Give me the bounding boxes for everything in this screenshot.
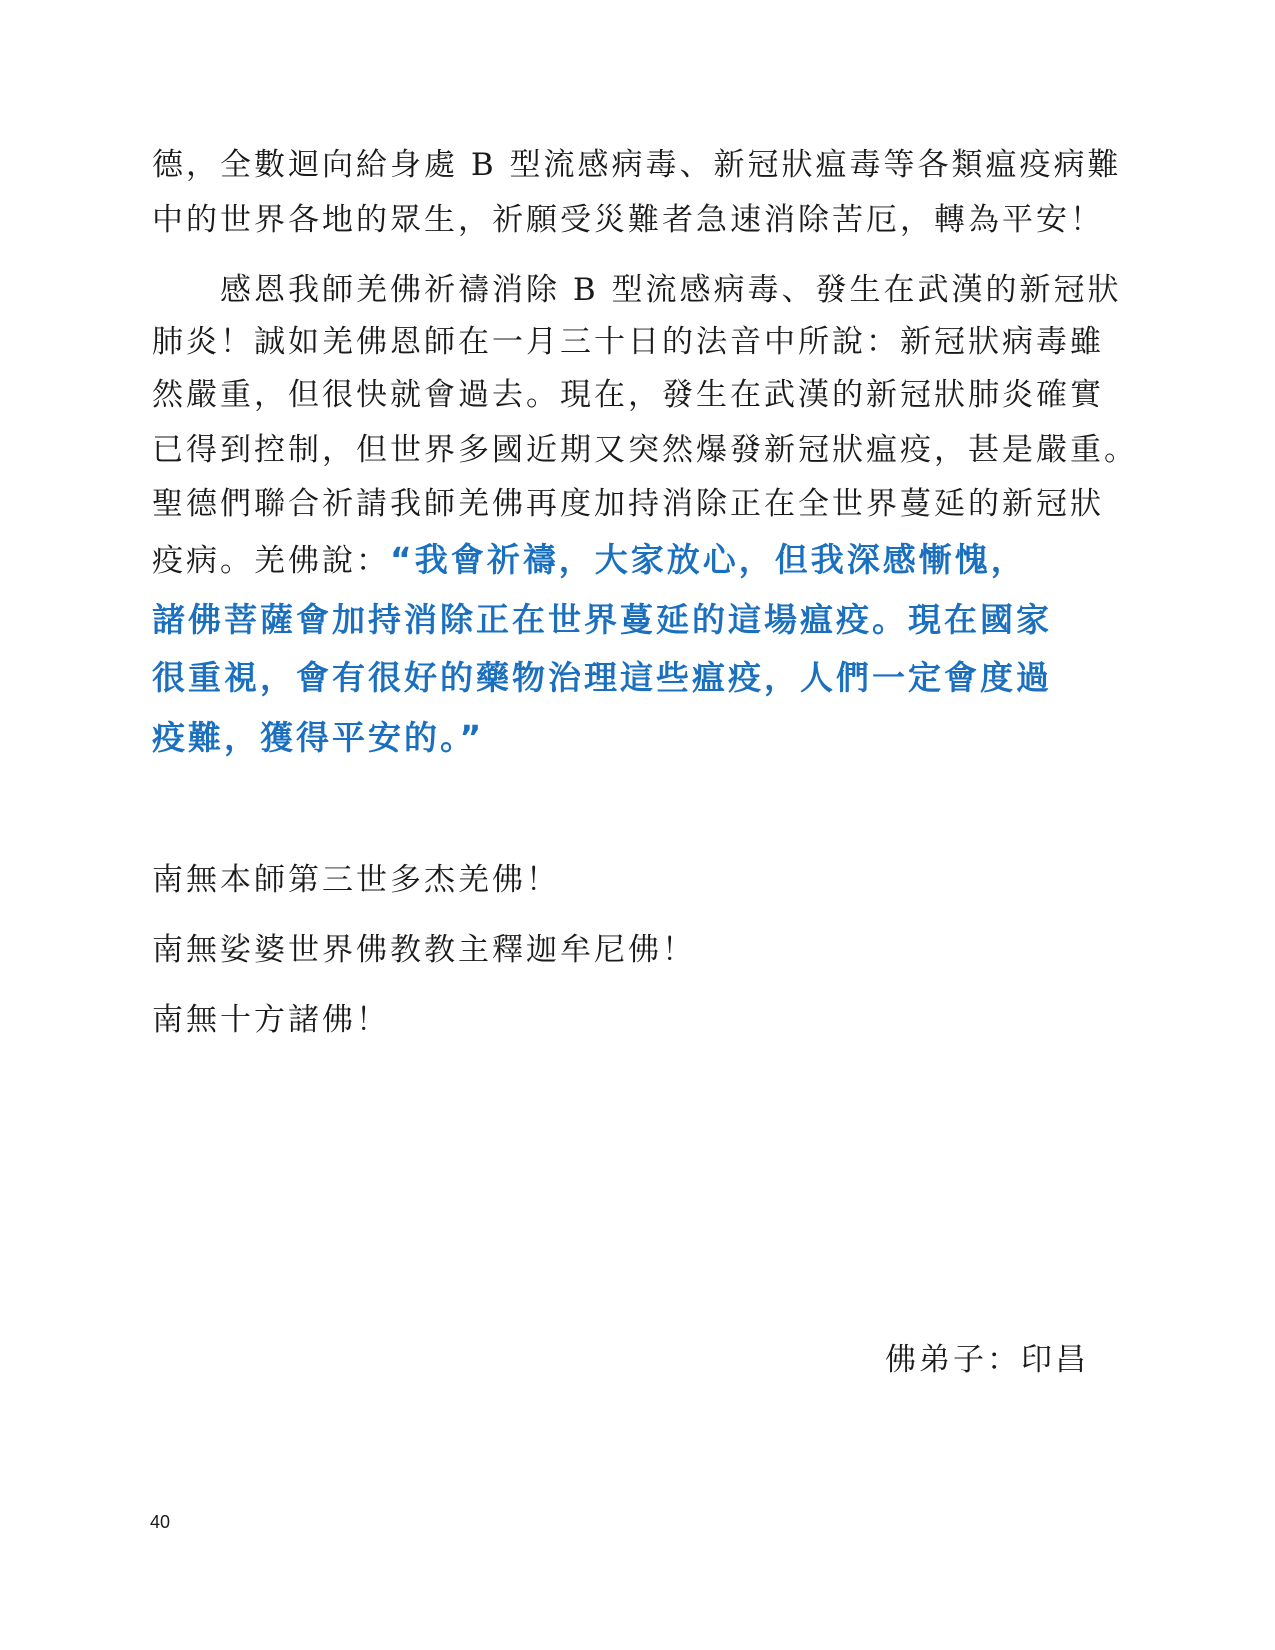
invocation-1: 南無本師第三世多杰羌佛！ bbox=[152, 862, 560, 898]
page-number: 40 bbox=[150, 1512, 171, 1532]
paragraph-2-line-6 bbox=[152, 540, 1027, 581]
invocation-2: 南無娑婆世界佛教教主釋迦牟尼佛！ bbox=[152, 932, 696, 968]
paragraph-2-line-1: 感恩我師羌佛祈禱消除 B 型流感病毒、發生在武漢的新冠狀 bbox=[152, 272, 1122, 308]
paragraph-1-line-2: 中的世界各地的眾生，祈願受災難者急速消除苦厄，轉為平安！ bbox=[152, 202, 1104, 238]
quote-start: “我會祈禱，大家放心，但我深感慚愧， bbox=[390, 540, 1027, 579]
paragraph-2-line-2: 肺炎！誠如羌佛恩師在一月三十日的法音中所說：新冠狀病毒雖 bbox=[152, 324, 1104, 360]
lead-text: 疫病。羌佛說： bbox=[152, 543, 390, 579]
paragraph-1-line-1: 德，全數迴向給身處 B 型流感病毒、新冠狀瘟毒等各類瘟疫病難 bbox=[152, 147, 1122, 183]
invocation-3: 南無十方諸佛！ bbox=[152, 1002, 390, 1038]
paragraph-2-line-5: 聖德們聯合祈請我師羌佛再度加持消除正在全世界蔓延的新冠狀 bbox=[152, 486, 1104, 522]
quote-line-2: 很重視，會有很好的藥物治理這些瘟疫，人們一定會度過 bbox=[152, 658, 1052, 697]
paragraph-2-line-3: 然嚴重，但很快就會過去。現在，發生在武漢的新冠狀肺炎確實 bbox=[152, 377, 1104, 413]
paragraph-2-line-4: 已得到控制，但世界多國近期又突然爆發新冠狀瘟疫，甚是嚴重。 bbox=[152, 432, 1138, 468]
quote-line-3: 疫難，獲得平安的。” bbox=[152, 718, 485, 757]
quote-line-1: 諸佛菩薩會加持消除正在世界蔓延的這場瘟疫。現在國家 bbox=[152, 600, 1052, 639]
signature: 佛弟子：印昌 bbox=[885, 1342, 1089, 1378]
